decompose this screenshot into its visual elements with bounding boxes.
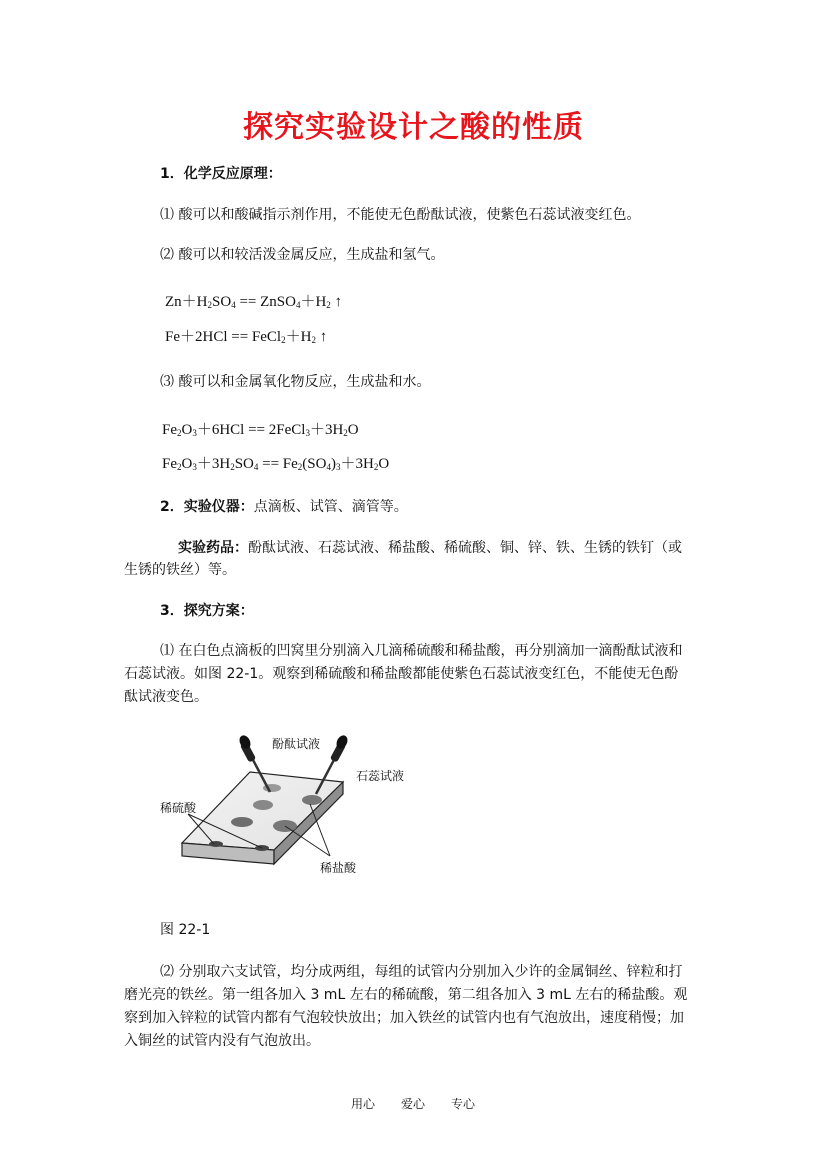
section-3-p1-line-3: 酞试液变色。 [124,689,208,705]
label-phenolphthalein: 酚酞试液 [272,737,321,751]
equation-fe-hcl: $Fe+2HCl == FeCl_2+H_2$ ↑ [165,329,328,345]
well [231,817,253,827]
equation-fe2o3-hcl: $Fe_2O_3+6HCl$ == $2FeCl_3+3H_2O$ [162,422,359,438]
page-title: 探究实验设计之酸的性质 [243,110,584,145]
footer-right: 专心 [451,1097,476,1111]
well [302,795,322,805]
figure-caption: 图 22-1 [160,922,211,938]
section-3-p1-line-1: ⑴ 在白色点滴板的凹窝里分别滴入几滴稀硫酸和稀盐酸，再分别滴加一滴酚酞试液和 [160,643,683,659]
drugs-line-1 [178,536,682,561]
label-sulfuric-acid: 稀硫酸 [160,801,197,815]
section-1-paragraph-1: ⑴ 酸可以和酸碱指示剂作用，不能使无色酚酞试液，使紫色石蕊试液变红色。 [160,207,641,223]
section-3-p2-line-1: ⑵ 分别取六支试管，均分成两组，每组的试管内分别加入少许的金属铜丝、锌粒和打 [160,964,683,980]
section-2-heading: 2．实验仪器： [160,499,254,515]
section-3-p2-line-2: 磨光亮的铁丝。第一组各加入 3 mL 左右的稀硫酸，第二组各加入 3 mL 左右的稀盐酸。观 [124,987,688,1003]
section-3-p2-line-4: 入铜丝的试管内没有气泡放出。 [124,1033,320,1049]
section-3-p1-line-2: 石蕊试液。如图 22-1。观察到稀硫酸和稀盐酸都能使紫色石蕊试液变红色，不能使无色酚 [124,666,679,682]
well [209,841,223,847]
section-2-text: 点滴板、试管、滴管等。 [253,499,408,515]
drugs-text: 酚酞试液、石蕊试液、稀盐酸、稀硫酸、铜、锌、铁、生锈的铁钉（或 [248,540,682,556]
label-litmus: 石蕊试液 [356,769,405,783]
section-3-p2-line-3: 察到加入锌粒的试管内都有气泡较快放出；加入铁丝的试管内也有气泡放出，速度稍慢；加 [124,1010,684,1026]
label-hydrochloric-acid: 稀盐酸 [320,861,357,875]
drugs-heading: 实验药品： [178,540,248,556]
section-3-heading: 3．探究方案： [160,603,254,619]
equation-fe2o3-h2so4: $Fe_2O_3+3H_2SO_4 == Fe_2(SO_4)_3+3H_2O$ [162,456,390,472]
section-2-line [160,495,408,520]
footer-left: 用心 [351,1097,376,1111]
section-1-heading: 1．化学反应原理： [160,166,282,182]
well [253,800,273,810]
drugs-line-2: 生锈的铁丝）等。 [124,562,236,578]
section-1-paragraph-2: ⑵ 酸可以和较活泼金属反应，生成盐和氢气。 [160,247,445,263]
equation-zn-h2so4: $Zn+H_2SO_4$ == $ZnSO_4+H_2$ ↑ [165,294,343,310]
footer-center: 爱心 [401,1097,426,1111]
section-1-paragraph-3: ⑶ 酸可以和金属氧化物反应，生成盐和水。 [160,374,431,390]
